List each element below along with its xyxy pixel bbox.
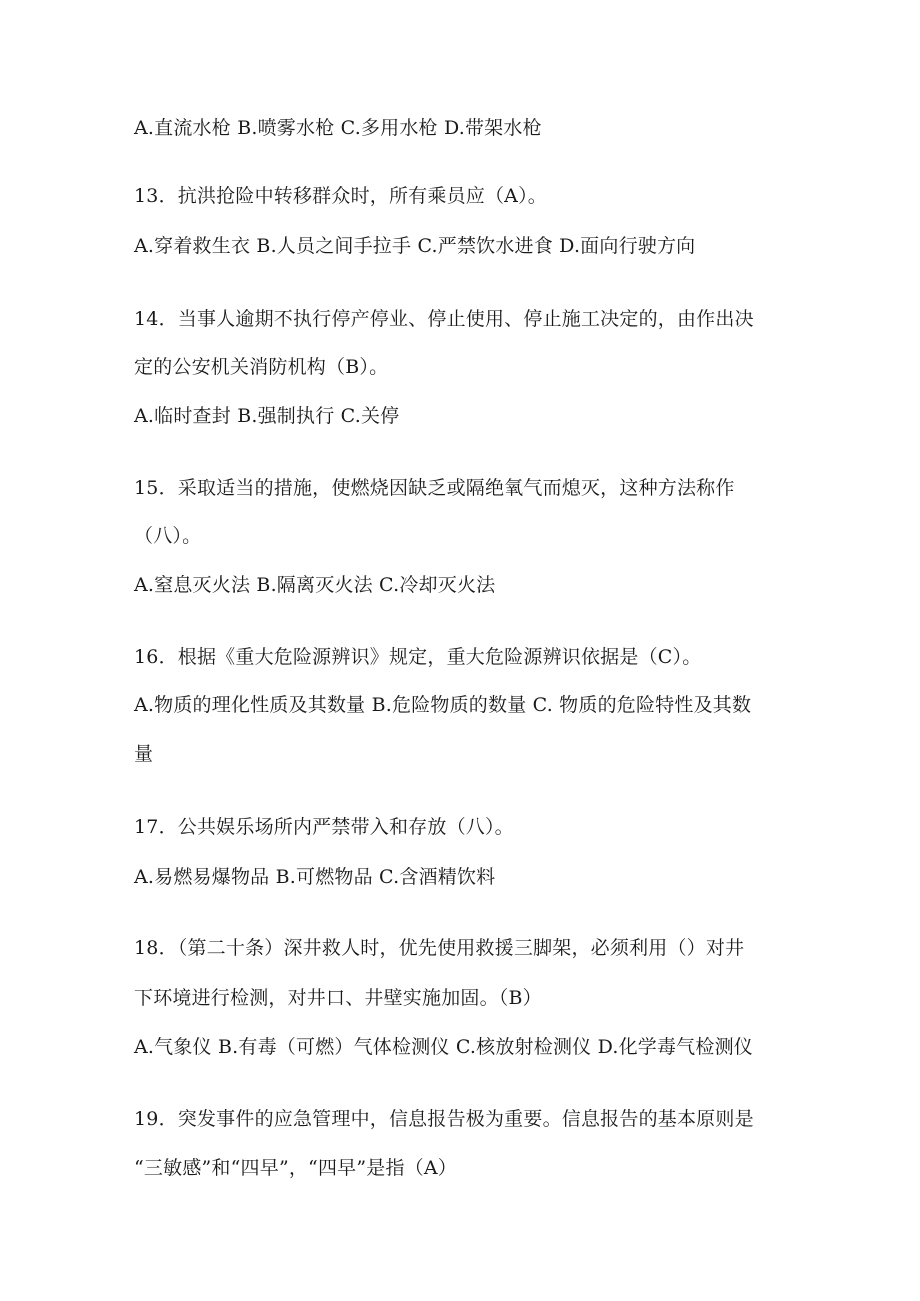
option-line-17: A.易燃易爆物品 B.可燃物品 C.含酒精饮料 [134,866,496,888]
option-line-13: A.穿着救生衣 B.人员之间手拉手 C.严禁饮水进食 D.面向行驶方向 [134,235,696,257]
question-17: 17．公共娱乐场所内严禁带入和存放（八）。 [134,816,514,838]
option-line-12: A.直流水枪 B.喷雾水枪 C.多用水枪 D.带架水枪 [134,117,542,139]
option-line-15: A.窒息灭火法 B.隔离灭火法 C.冷却灭火法 [134,574,496,596]
question-16: 16．根据《重大危险源辨识》规定，重大危险源辨识依据是（C）。 [134,646,702,668]
question-19-line-2: “三敏感”和“四早”，“四早”是指（A） [134,1157,458,1179]
question-14-line-2: 定的公安机关消防机构（B）。 [134,356,389,378]
question-19-line-1: 19．突发事件的应急管理中，信息报告极为重要。信息报告的基本原则是 [134,1108,754,1130]
question-18-line-2: 下环境进行检测，对井口、井壁实施加固。（B） [134,987,542,1009]
option-line-16-part-2: 量 [134,743,154,765]
question-15-line-2: （八）。 [134,525,202,547]
question-13: 13．抗洪抢险中转移群众时，所有乘员应（A）。 [134,185,547,207]
option-line-16-part-1: A.物质的理化性质及其数量 B.危险物质的数量 C. 物质的危险特性及其数 [134,694,752,716]
question-14-line-1: 14．当事人逾期不执行停产停业、停止使用、停止施工决定的，由作出决 [134,308,754,330]
question-18-line-1: 18．（第二十条）深井救人时，优先使用救援三脚架，必须利用（）对井 [134,937,745,959]
option-line-14: A.临时查封 B.强制执行 C.关停 [134,405,400,427]
option-line-18: A.气象仪 B.有毒（可燃）气体检测仪 C.核放射检测仪 D.化学毒气检测仪 [134,1036,753,1058]
question-15-line-1: 15．采取适当的措施，使燃烧因缺乏或隔绝氧气而熄灭，这种方法称作 [134,477,735,499]
